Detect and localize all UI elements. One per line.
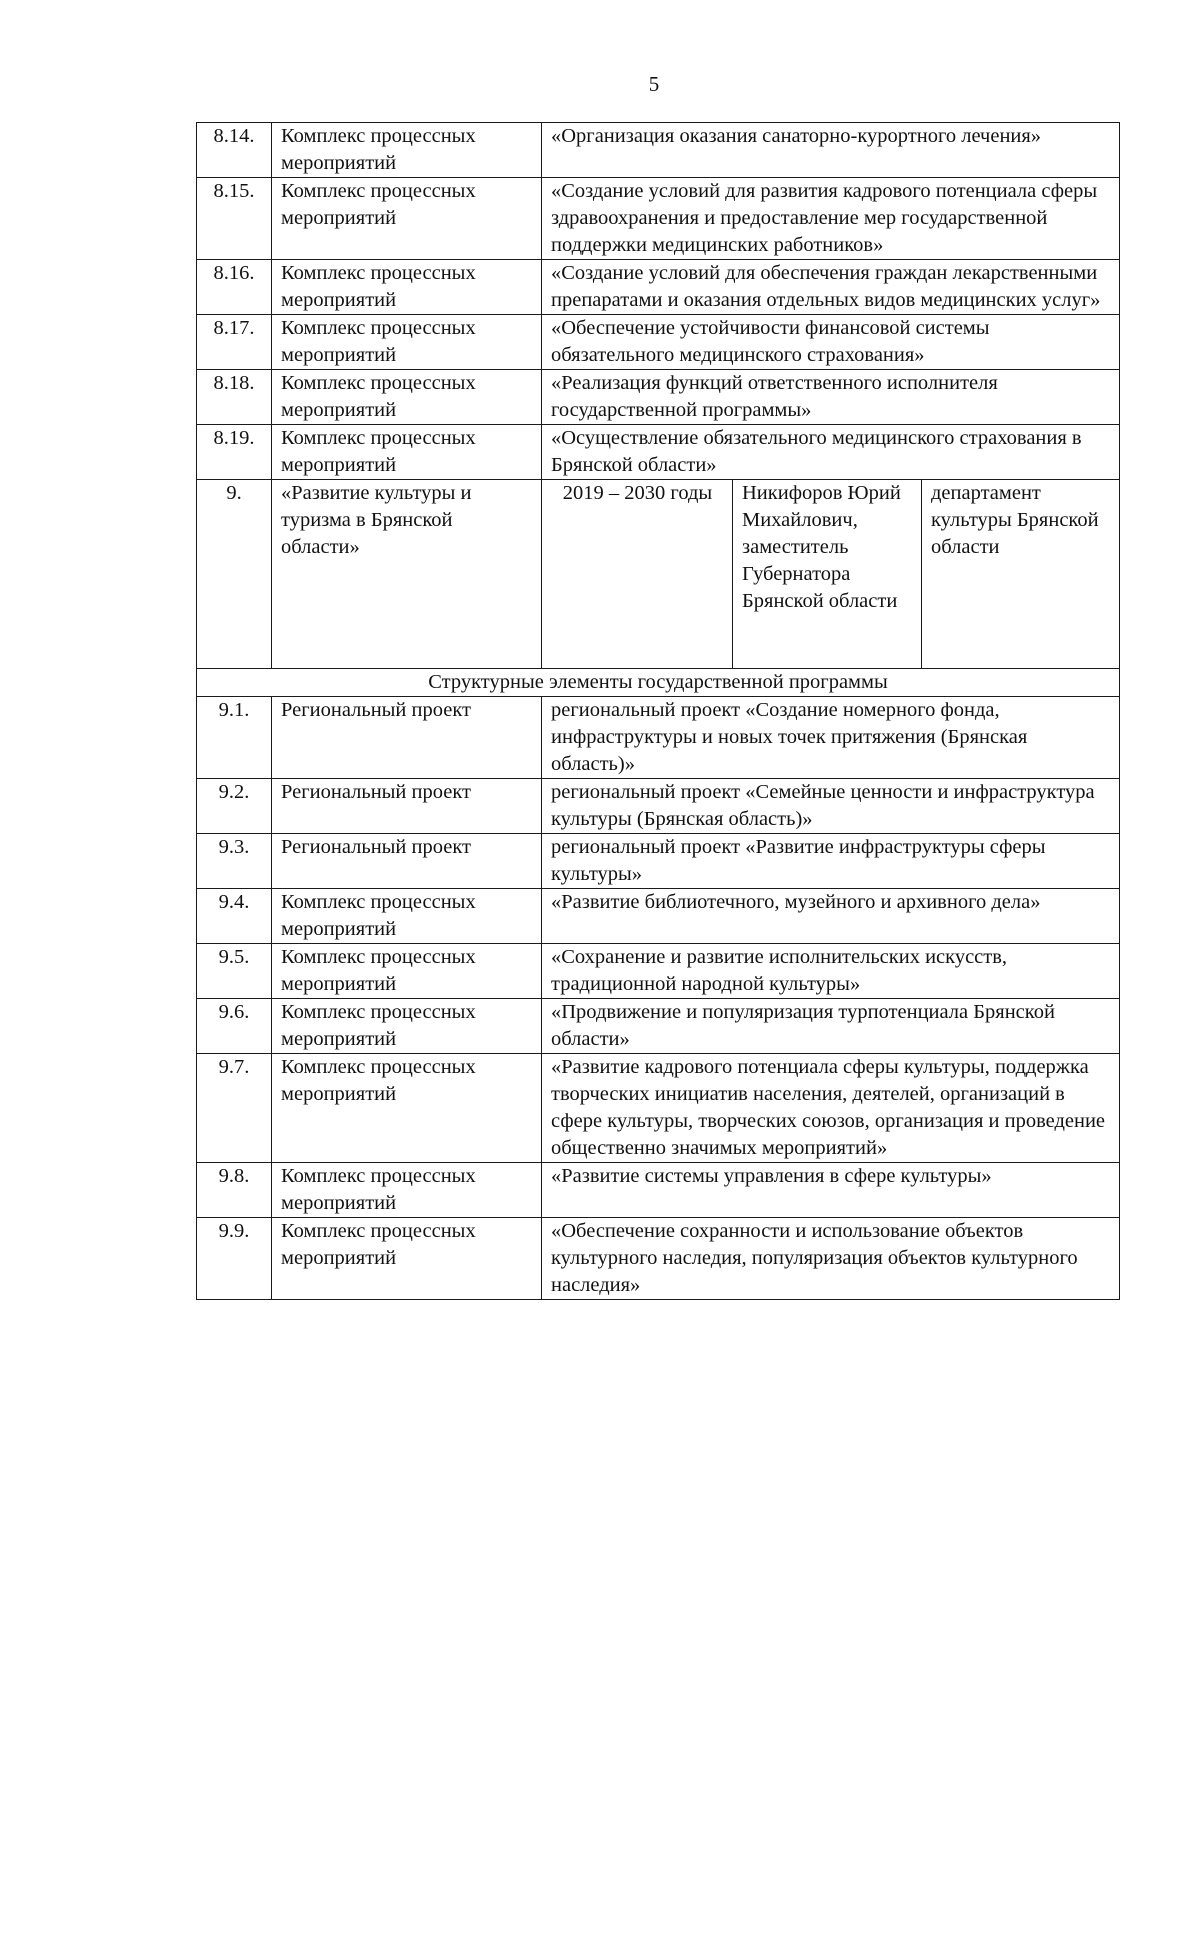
section-title: Структурные элементы государственной программы bbox=[197, 669, 1120, 697]
row-number: 9.1. bbox=[197, 697, 272, 779]
table-row bbox=[197, 370, 1120, 425]
program-row bbox=[197, 480, 1120, 669]
element-name: региональный проект «Создание номерного фонда, инфраструктуры и новых точек притяжения (Брянская область)» bbox=[542, 697, 1120, 779]
element-type: Региональный проект bbox=[272, 779, 542, 834]
program-period: 2019 – 2030 годы bbox=[542, 480, 733, 669]
element-name: «Создание условий для обеспечения граждан лекарственными препаратами и оказания отдельных видов медицинских услуг» bbox=[542, 260, 1120, 315]
table-row bbox=[197, 1054, 1120, 1163]
element-name: региональный проект «Развитие инфраструктуры сферы культуры» bbox=[542, 834, 1120, 889]
element-type: Комплекс процессных мероприятий bbox=[272, 1163, 542, 1218]
element-name: «Организация оказания санаторно-курортного лечения» bbox=[542, 123, 1120, 178]
table-row bbox=[197, 944, 1120, 999]
element-type: Комплекс процессных мероприятий bbox=[272, 260, 542, 315]
row-number: 9.8. bbox=[197, 1163, 272, 1218]
element-type: Комплекс процессных мероприятий bbox=[272, 315, 542, 370]
element-type: Комплекс процессных мероприятий bbox=[272, 944, 542, 999]
table-row bbox=[197, 1218, 1120, 1300]
row-number: 8.15. bbox=[197, 178, 272, 260]
element-name: региональный проект «Семейные ценности и инфраструктура культуры (Брянская область)» bbox=[542, 779, 1120, 834]
row-number: 8.17. bbox=[197, 315, 272, 370]
element-name: «Продвижение и популяризация турпотенциала Брянской области» bbox=[542, 999, 1120, 1054]
element-type: Комплекс процессных мероприятий bbox=[272, 425, 542, 480]
row-number: 8.18. bbox=[197, 370, 272, 425]
element-type: Региональный проект bbox=[272, 834, 542, 889]
element-type: Региональный проект bbox=[272, 697, 542, 779]
table-row bbox=[197, 889, 1120, 944]
element-name: «Развитие кадрового потенциала сферы культуры, поддержка творческих инициатив населения, деятелей, организаций в сфере культуры, творческих союзов, организация и проведение общественно значимых мероприятий» bbox=[542, 1054, 1120, 1163]
element-type: Комплекс процессных мероприятий bbox=[272, 123, 542, 178]
table-row bbox=[197, 834, 1120, 889]
element-name: «Развитие системы управления в сфере культуры» bbox=[542, 1163, 1120, 1218]
table-row bbox=[197, 425, 1120, 480]
table-row bbox=[197, 178, 1120, 260]
element-type: Комплекс процессных мероприятий bbox=[272, 370, 542, 425]
element-name: «Обеспечение устойчивости финансовой системы обязательного медицинского страхования» bbox=[542, 315, 1120, 370]
program-curator: Никифоров Юрий Михайлович, заместитель Губернатора Брянской области bbox=[733, 480, 922, 669]
element-type: Комплекс процессных мероприятий bbox=[272, 178, 542, 260]
element-type: Комплекс процессных мероприятий bbox=[272, 1054, 542, 1163]
row-number: 9.3. bbox=[197, 834, 272, 889]
table-row bbox=[197, 697, 1120, 779]
table-row bbox=[197, 123, 1120, 178]
row-number: 9.9. bbox=[197, 1218, 272, 1300]
element-name: «Реализация функций ответственного исполнителя государственной программы» bbox=[542, 370, 1120, 425]
table-row bbox=[197, 1163, 1120, 1218]
element-name: «Обеспечение сохранности и использование объектов культурного наследия, популяризация объектов культурного наследия» bbox=[542, 1218, 1120, 1300]
table-row bbox=[197, 260, 1120, 315]
row-number: 9.7. bbox=[197, 1054, 272, 1163]
program-name: «Развитие культуры и туризма в Брянской области» bbox=[272, 480, 542, 669]
row-number: 8.16. bbox=[197, 260, 272, 315]
element-name: «Сохранение и развитие исполнительских искусств, традиционной народной культуры» bbox=[542, 944, 1120, 999]
table-row bbox=[197, 779, 1120, 834]
section-row bbox=[197, 669, 1120, 697]
row-number: 8.14. bbox=[197, 123, 272, 178]
program-number: 9. bbox=[197, 480, 272, 669]
table-row bbox=[197, 315, 1120, 370]
element-type: Комплекс процессных мероприятий bbox=[272, 999, 542, 1054]
row-number: 9.6. bbox=[197, 999, 272, 1054]
element-type: Комплекс процессных мероприятий bbox=[272, 1218, 542, 1300]
program-structure-table bbox=[196, 122, 1120, 1300]
element-name: «Создание условий для развития кадрового потенциала сферы здравоохранения и предоставление мер государственной поддержки медицинских работников» bbox=[542, 178, 1120, 260]
element-name: «Развитие библиотечного, музейного и архивного дела» bbox=[542, 889, 1120, 944]
row-number: 9.2. bbox=[197, 779, 272, 834]
page-number: 5 bbox=[648, 72, 660, 96]
program-executor: департамент культуры Брянской области bbox=[922, 480, 1120, 669]
table-row bbox=[197, 999, 1120, 1054]
row-number: 9.4. bbox=[197, 889, 272, 944]
row-number: 9.5. bbox=[197, 944, 272, 999]
element-type: Комплекс процессных мероприятий bbox=[272, 889, 542, 944]
row-number: 8.19. bbox=[197, 425, 272, 480]
element-name: «Осуществление обязательного медицинского страхования в Брянской области» bbox=[542, 425, 1120, 480]
